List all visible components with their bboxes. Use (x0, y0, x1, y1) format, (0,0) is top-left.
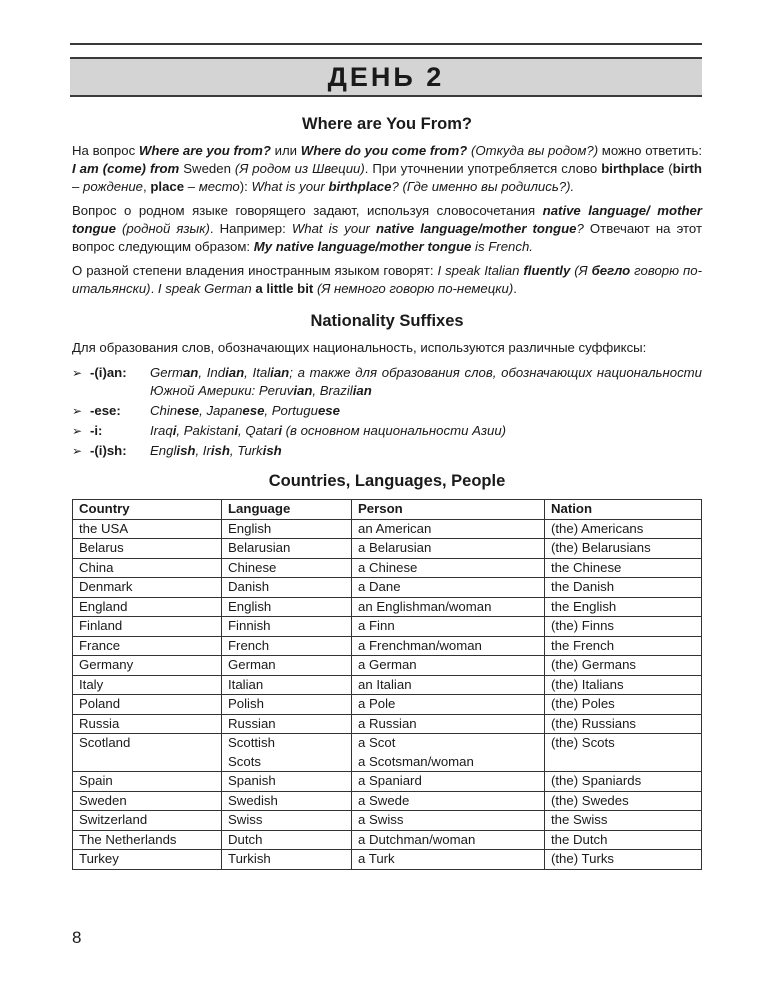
table-row (73, 830, 702, 850)
suffix-item (72, 422, 702, 440)
text-run: Where do you come from? (300, 143, 468, 158)
cell-nation: the Swiss (545, 811, 702, 831)
cell-country: China (73, 558, 222, 578)
text-run: ese (317, 403, 340, 418)
text-run: . (150, 281, 158, 296)
table-row (73, 617, 702, 637)
cell-country: Sweden (73, 791, 222, 811)
text-run: birthplace (601, 161, 665, 176)
table-row (73, 772, 702, 792)
table-row (73, 636, 702, 656)
cell-country: Russia (73, 714, 222, 734)
cell-country: Denmark (73, 578, 222, 598)
text-run: , Qatar (238, 423, 279, 438)
text-run: native language/ mother tongue (72, 203, 702, 236)
table-row (73, 519, 702, 539)
cell-language: German (222, 656, 352, 676)
countries-table (72, 499, 702, 870)
text-run: ian (293, 383, 313, 398)
cell-country: Poland (73, 695, 222, 715)
cell-country: Spain (73, 772, 222, 792)
text-run: birthplace (328, 179, 392, 194)
cell-person: an Italian (352, 675, 545, 695)
cell-person: a Swede (352, 791, 545, 811)
header-language: Language (222, 500, 352, 520)
text-run: Chin (150, 403, 178, 418)
section-title-suffixes: Nationality Suffixes (310, 312, 464, 330)
text-run: Sweden (179, 161, 235, 176)
text-run: ish (176, 443, 196, 458)
text-run: a little bit (255, 281, 314, 296)
cell-person: a Dutchman/woman (352, 830, 545, 850)
cell-person: a Swiss (352, 811, 545, 831)
cell-person: a Pole (352, 695, 545, 715)
cell-person: an Englishman/woman (352, 597, 545, 617)
cell-country: Finland (73, 617, 222, 637)
suffixes-intro: Для образования слов, обозначающих национальность, используются различные суффиксы: (72, 340, 647, 355)
text-run: Engl (150, 443, 177, 458)
cell-language: Danish (222, 578, 352, 598)
text-run: ian (225, 365, 245, 380)
arrow-bullet-icon: ➢ (72, 444, 83, 458)
table-row (73, 656, 702, 676)
cell-nation: the Chinese (545, 558, 702, 578)
cell-language: Russian (222, 714, 352, 734)
paragraph-fluency (72, 262, 702, 298)
cell-language: Finnish (222, 617, 352, 637)
top-rule (70, 43, 702, 45)
arrow-bullet-icon: ➢ (72, 366, 83, 380)
text-run: ese (177, 403, 200, 418)
text-run: Where are you from? (138, 143, 271, 158)
cell-language: Chinese (222, 558, 352, 578)
text-run: место (198, 179, 240, 194)
cell-nation: (the) Turks (545, 850, 702, 870)
cell-country: Belarus (73, 539, 222, 559)
text-run: I am (come) from (72, 161, 180, 176)
text-run: (Откуда вы родом?) (467, 143, 599, 158)
cell-country: Scotland (73, 734, 222, 772)
text-run: Germ (150, 365, 183, 380)
table-row (73, 578, 702, 598)
cell-language: Swiss (222, 811, 352, 831)
cell-nation: (the) Americans (545, 519, 702, 539)
suffix-label: -ese: (90, 403, 121, 418)
cell-language: French (222, 636, 352, 656)
text-run: ish (210, 443, 230, 458)
text-run: , Japan (199, 403, 243, 418)
page-content (72, 115, 702, 870)
cell-person: a Scot a Scotsman/woman (352, 734, 545, 772)
table-row (73, 811, 702, 831)
text-run: ( (664, 161, 673, 176)
cell-country: England (73, 597, 222, 617)
cell-nation: (the) Italians (545, 675, 702, 695)
text-run: , Ir (195, 443, 211, 458)
text-run: an (182, 365, 199, 380)
text-run: На вопрос (72, 143, 139, 158)
suffix-label: -(i)sh: (90, 443, 127, 458)
suffix-label: -(i)an: (90, 365, 127, 380)
text-run: , Portugu (264, 403, 318, 418)
text-run: , Pakistan (176, 423, 235, 438)
table-row (73, 714, 702, 734)
cell-person: a Spaniard (352, 772, 545, 792)
text-run: ese (242, 403, 265, 418)
cell-person: a Finn (352, 617, 545, 637)
text-run: бегло (591, 263, 631, 278)
text-run: или (270, 143, 301, 158)
text-run: ? (Где именно вы родились?). (391, 179, 575, 194)
text-run: (родной язык) (115, 221, 210, 236)
cell-nation: (the) Russians (545, 714, 702, 734)
cell-nation: the English (545, 597, 702, 617)
table-row (73, 675, 702, 695)
text-run: ian (270, 365, 290, 380)
text-run: My native language/mother tongue (253, 239, 472, 254)
day-banner (70, 57, 702, 97)
text-run: What is your (291, 221, 377, 236)
text-run: , Ind (198, 365, 226, 380)
cell-person: a Chinese (352, 558, 545, 578)
arrow-bullet-icon: ➢ (72, 424, 83, 438)
text-run: (Я немного говорю по-немецки) (313, 281, 514, 296)
text-run: i (278, 423, 282, 438)
text-run: . При уточнении употребляется слово (364, 161, 602, 176)
text-run: i (234, 423, 238, 438)
suffix-label: -i: (90, 423, 103, 438)
header-nation: Nation (545, 500, 702, 520)
text-run: What is your (251, 179, 329, 194)
cell-country: Switzerland (73, 811, 222, 831)
text-run: birth (672, 161, 702, 176)
text-run: ? (576, 221, 584, 236)
cell-nation: (the) Poles (545, 695, 702, 715)
text-run: Отвечают на этот вопрос следующим образом: (72, 221, 702, 254)
text-run: ish (262, 443, 282, 458)
cell-country: Germany (73, 656, 222, 676)
suffix-examples (150, 422, 702, 440)
text-run: (в основном национальности Азии) (281, 423, 507, 438)
text-run: ; а также для образования слов, обозначающих национальности Южной Америки: Peruv (150, 365, 702, 398)
cell-nation: the French (545, 636, 702, 656)
cell-nation: (the) Germans (545, 656, 702, 676)
cell-nation: (the) Scots (545, 734, 702, 772)
cell-language: Turkish (222, 850, 352, 870)
cell-person: a Belarusian (352, 539, 545, 559)
cell-nation: the Danish (545, 578, 702, 598)
table-row (73, 695, 702, 715)
cell-person: a Russian (352, 714, 545, 734)
text-run: I speak Italian (437, 263, 524, 278)
text-run: Вопрос о родном языке говорящего задают, используя словосочетания (72, 203, 543, 218)
text-run: Iraq (150, 423, 173, 438)
text-run: is French. (471, 239, 533, 254)
text-run: , (143, 179, 151, 194)
cell-language: Spanish (222, 772, 352, 792)
text-run: , Brazil (312, 383, 353, 398)
text-run: (Я (570, 263, 592, 278)
text-run: i (172, 423, 177, 438)
cell-language: Dutch (222, 830, 352, 850)
cell-person: a Frenchman/woman (352, 636, 545, 656)
text-run: native language/mother tongue (376, 221, 577, 236)
cell-language: Belarusian (222, 539, 352, 559)
cell-country: The Netherlands (73, 830, 222, 850)
text-run: . Например: (209, 221, 292, 236)
cell-nation: (the) Finns (545, 617, 702, 637)
text-run: I speak German (157, 281, 256, 296)
text-run: place (150, 179, 185, 194)
section-title-countries: Countries, Languages, People (268, 472, 506, 490)
text-run: – (184, 179, 199, 194)
cell-language: Swedish (222, 791, 352, 811)
header-country: Country (73, 500, 222, 520)
text-run: можно ответить: (598, 143, 703, 158)
text-run: говорю по-итальянски) (72, 263, 702, 296)
suffix-examples (150, 364, 702, 400)
cell-country: France (73, 636, 222, 656)
cell-person: a German (352, 656, 545, 676)
text-run: ): (239, 179, 252, 194)
cell-person: an American (352, 519, 545, 539)
cell-language: English (222, 519, 352, 539)
suffix-item (72, 402, 702, 420)
text-run: О разной степени владения иностранным языком говорят: (72, 263, 438, 278)
cell-country: Turkey (73, 850, 222, 870)
day-title: ДЕНЬ 2 (327, 61, 445, 92)
suffix-item (72, 364, 702, 400)
cell-nation: (the) Belarusians (545, 539, 702, 559)
cell-nation: the Dutch (545, 830, 702, 850)
arrow-bullet-icon: ➢ (72, 404, 83, 418)
table-row (73, 791, 702, 811)
text-run: . (513, 281, 517, 296)
table-row (73, 597, 702, 617)
table-row (73, 850, 702, 870)
cell-country: Italy (73, 675, 222, 695)
suffix-item (72, 442, 702, 460)
section-title-where-from: Where are You From? (302, 115, 472, 133)
paragraph-where-from (72, 142, 702, 196)
text-run: рождение (83, 179, 144, 194)
text-run: (Я родом из Швеции) (234, 161, 365, 176)
text-run: , Ital (244, 365, 271, 380)
text-run: – (72, 179, 83, 194)
text-run: fluently (523, 263, 571, 278)
cell-language: English (222, 597, 352, 617)
suffix-examples (150, 442, 702, 460)
text-run: , Turk (229, 443, 263, 458)
header-person: Person (352, 500, 545, 520)
cell-nation: (the) Swedes (545, 791, 702, 811)
cell-person: a Turk (352, 850, 545, 870)
table-row (73, 539, 702, 559)
table-row (73, 558, 702, 578)
cell-language: Polish (222, 695, 352, 715)
paragraph-native-language (72, 202, 702, 256)
page-number: 8 (72, 928, 82, 947)
table-row (73, 734, 702, 772)
cell-nation: (the) Spaniards (545, 772, 702, 792)
cell-person: a Dane (352, 578, 545, 598)
table-header-row (73, 500, 702, 520)
suffix-list (72, 364, 702, 460)
text-run: ian (352, 383, 372, 398)
cell-country: the USA (73, 519, 222, 539)
cell-language: Scottish Scots (222, 734, 352, 772)
cell-language: Italian (222, 675, 352, 695)
suffix-examples (150, 402, 702, 420)
